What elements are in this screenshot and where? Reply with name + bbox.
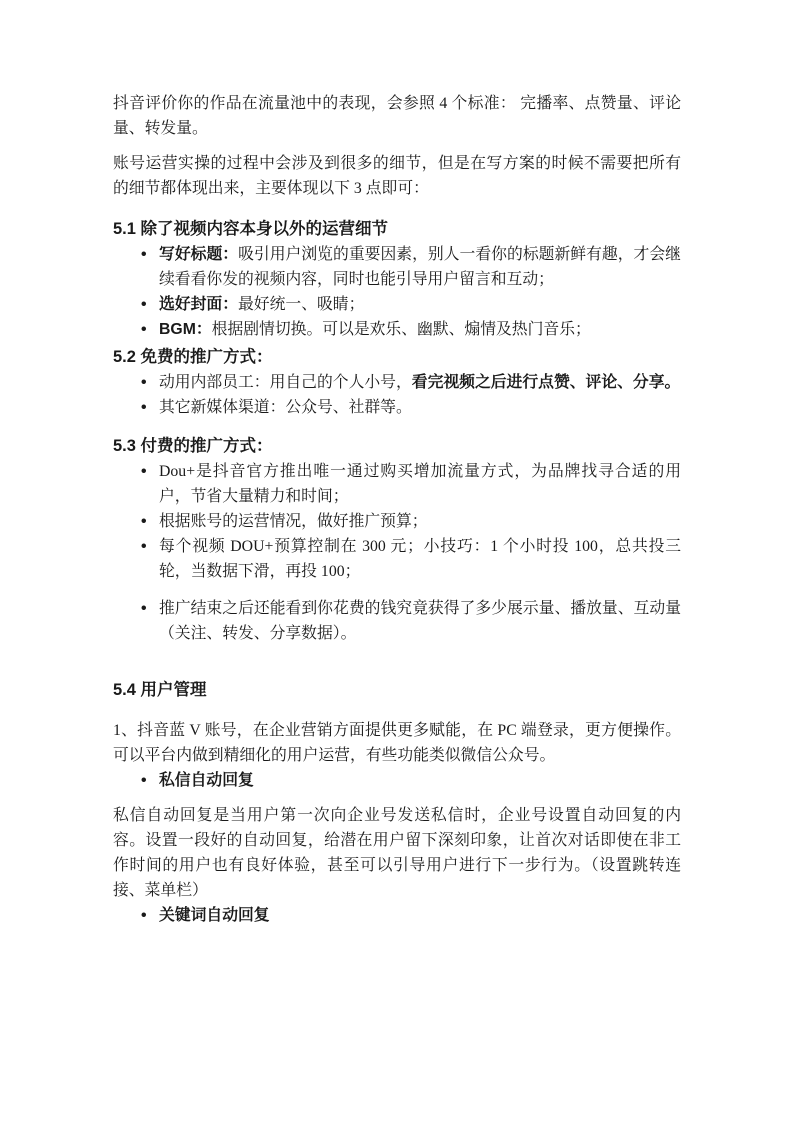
heading-5-1: 5.1 除了视频内容本身以外的运营细节	[113, 220, 389, 238]
paragraph-blue-v: 1、抖音蓝 V 账号，在企业营销方面提供更多赋能，在 PC 端登录，更方便操作。可以平台内做到精细化的用户运营，有些功能类似微信公众号。	[113, 722, 681, 764]
bullet-text: 每个视频 DOU+预算控制在 300 元；小技巧：1 个小时投 100，总共投三轮，当数据下滑，再投 100；	[159, 538, 681, 580]
bullet-lead: 写好标题：	[159, 246, 239, 263]
bullet-list-keyword-reply	[113, 903, 681, 928]
list-item-douplus	[113, 459, 681, 509]
heading-5-3: 5.3 付费的推广方式：	[113, 437, 273, 455]
bullet-lead: BGM：	[159, 321, 212, 338]
bullet-list-5-3	[113, 459, 681, 646]
list-item-internal-staff	[113, 370, 681, 395]
bullet-text: 吸引用户浏览的重要因素，别人一看你的标题新鲜有趣，才会继续看看你发的视频内容，同时也能引导用户留言和互动；	[159, 246, 681, 288]
bullet-bold-text: 私信自动回复	[159, 772, 254, 789]
list-item-budget-control	[113, 534, 681, 584]
intro-paragraph-1: 抖音评价你的作品在流量池中的表现，会参照 4 个标准： 完播率、点赞量、评论量、转发量。	[113, 95, 681, 137]
list-item-private-reply	[113, 768, 681, 793]
list-item-title	[113, 242, 681, 292]
bullet-text: 其它新媒体渠道：公众号、社群等。	[159, 399, 412, 416]
bullet-list-5-1	[113, 242, 681, 342]
bullet-bold-text: 关键词自动回复	[159, 907, 270, 924]
bullet-list-private-reply	[113, 768, 681, 793]
bullet-text: Dou+是抖音官方推出唯一通过购买增加流量方式，为品牌找寻合适的用户，节省大量精力和时间；	[159, 463, 681, 505]
bullet-text: 最好统一、吸睛；	[238, 296, 365, 313]
intro-paragraph-2: 账号运营实操的过程中会涉及到很多的细节，但是在写方案的时候不需要把所有的细节都体现出来，主要体现以下 3 点即可：	[113, 155, 681, 197]
bullet-bold-text: 看完视频之后进行点赞、评论、分享。	[411, 374, 681, 391]
list-item-keyword-reply	[113, 903, 681, 928]
list-item-cover	[113, 292, 681, 317]
bullet-text: 动用内部员工：用自己的个人小号，	[159, 374, 412, 391]
bullet-text: 根据剧情切换。可以是欢乐、幽默、煽情及热门音乐；	[211, 321, 591, 338]
heading-5-4: 5.4 用户管理	[113, 681, 207, 699]
list-item-promo-result	[113, 596, 681, 646]
list-item-other-channels	[113, 395, 681, 420]
list-item-bgm	[113, 317, 681, 342]
bullet-text: 根据账号的运营情况，做好推广预算；	[159, 513, 428, 530]
bullet-text: 推广结束之后还能看到你花费的钱究竟获得了多少展示量、播放量、互动量（关注、转发、分享数据）。	[159, 600, 681, 642]
bullet-lead: 选好封面：	[159, 296, 238, 313]
bullet-list-5-2	[113, 370, 681, 420]
list-item-budget	[113, 509, 681, 534]
heading-5-2: 5.2 免费的推广方式：	[113, 348, 273, 366]
paragraph-private-reply-detail: 私信自动回复是当用户第一次向企业号发送私信时，企业号设置自动回复的内容。设置一段好的自动回复，给潜在用户留下深刻印象，让首次对话即使在非工作时间的用户也有良好体验，甚至可以引导用户进行下一步行为。（设置跳转连接、菜单栏）	[113, 807, 681, 899]
